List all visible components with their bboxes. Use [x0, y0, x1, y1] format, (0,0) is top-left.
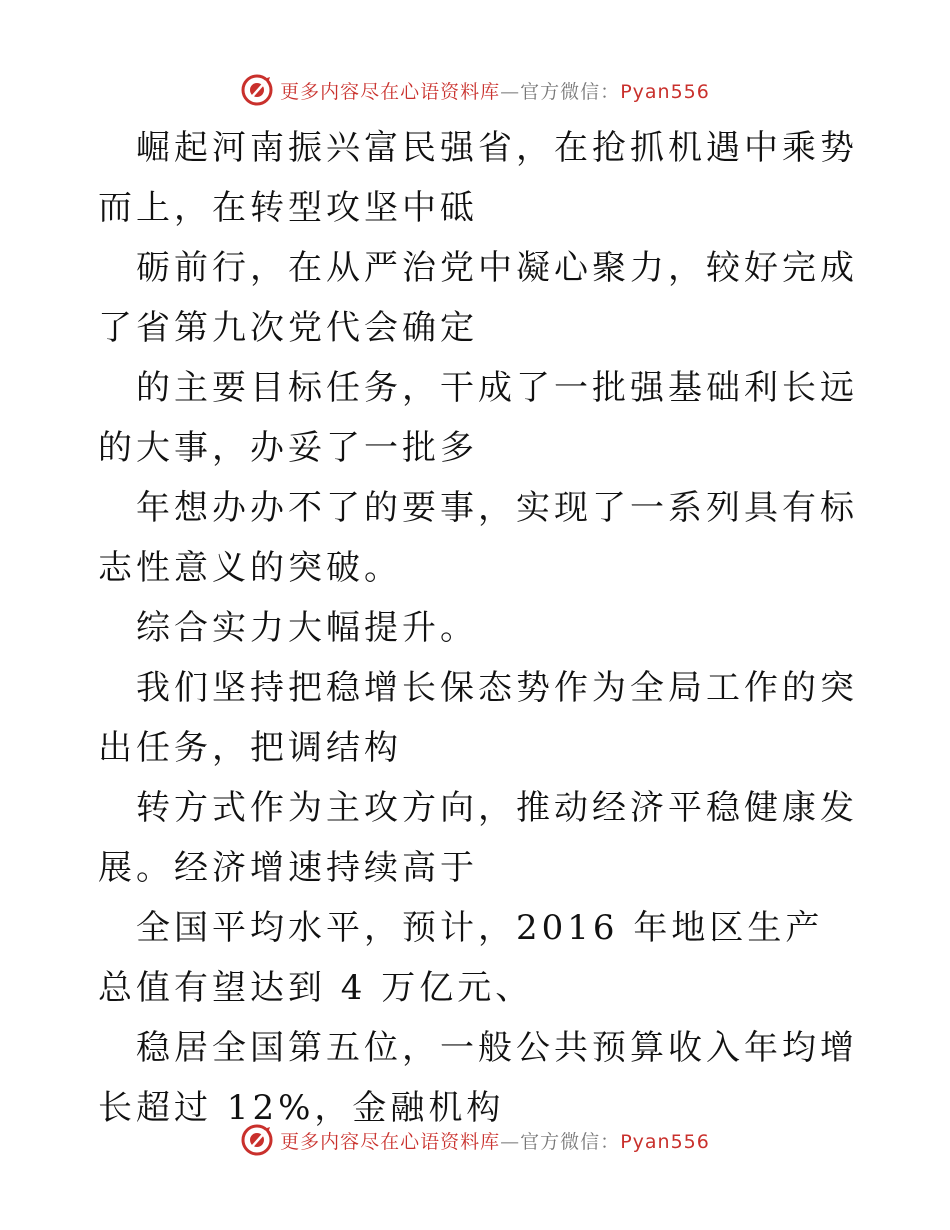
footer-watermark [0, 1120, 950, 1160]
paragraph: 年想办办不了的要事，实现了一系列具有标志性意义的突破。 [98, 488, 858, 588]
paragraph: 转方式作为主攻方向，推动经济平稳健康发展。经济增速持续高于 [98, 788, 858, 888]
paragraph: 稳居全国第五位，一般公共预算收入年均增长超过 12%，金融机构 [98, 1028, 858, 1128]
watermark-wechat-id: Pyan556 [620, 1130, 710, 1153]
document-body [98, 118, 858, 1138]
watermark-dash: — [500, 80, 521, 103]
paragraph: 全国平均水平，预计，2016 年地区生产总值有望达到 4 万亿元、 [98, 908, 824, 1008]
watermark-sub-text: 官方微信： [520, 80, 621, 103]
brand-logo-icon [240, 73, 274, 107]
paragraph: 的主要目标任务，干成了一批强基础利长远的大事，办妥了一批多 [98, 368, 858, 468]
watermark-sub-text: 官方微信： [520, 1130, 621, 1153]
brand-logo-icon [240, 1123, 274, 1157]
paragraph: 砺前行，在从严治党中凝心聚力，较好完成了省第九次党代会确定 [98, 248, 858, 348]
paragraph: 综合实力大幅提升。 [136, 608, 478, 648]
watermark-main-text: 更多内容尽在心语资料库 [280, 80, 501, 103]
watermark-wechat-id: Pyan556 [620, 80, 710, 103]
paragraph: 我们坚持把稳增长保态势作为全局工作的突出任务，把调结构 [98, 668, 858, 768]
watermark-dash: — [500, 1130, 521, 1153]
header-watermark [0, 70, 950, 110]
watermark-main-text: 更多内容尽在心语资料库 [280, 1130, 501, 1153]
paragraph: 崛起河南振兴富民强省，在抢抓机遇中乘势而上，在转型攻坚中砥 [98, 128, 858, 228]
